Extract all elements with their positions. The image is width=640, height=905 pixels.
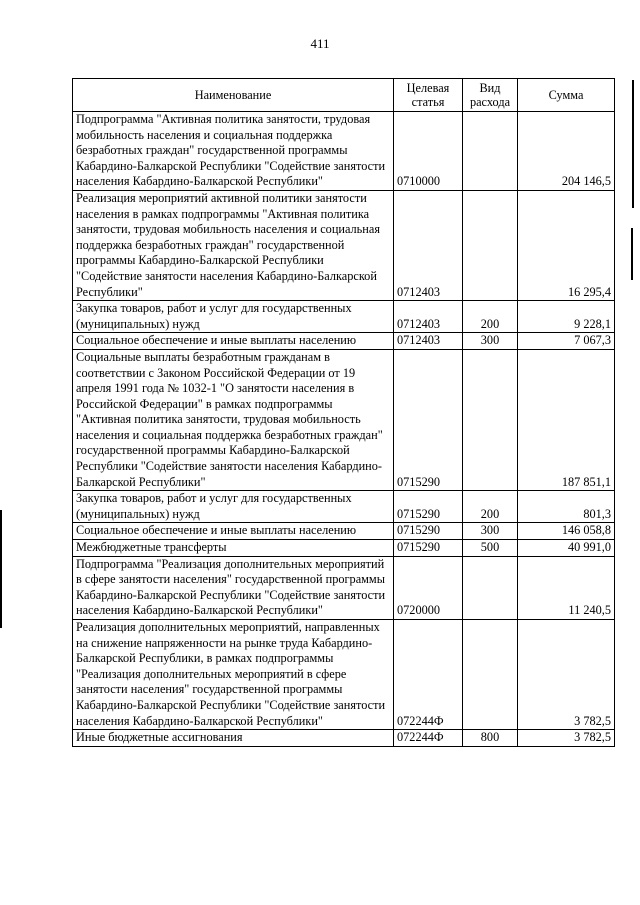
row-sum: 204 146,5: [518, 112, 615, 191]
row-sum: 187 851,1: [518, 349, 615, 490]
row-expense: 300: [463, 523, 518, 540]
row-sum: 146 058,8: [518, 523, 615, 540]
header-article: Целевая статья: [394, 79, 463, 112]
row-name: Иные бюджетные ассигнования: [73, 730, 394, 747]
row-article: 0715290: [394, 491, 463, 523]
row-expense: 300: [463, 333, 518, 350]
scan-edge-mark: [632, 80, 634, 208]
row-expense: 500: [463, 540, 518, 557]
table-row: [73, 620, 615, 730]
row-article: 0715290: [394, 349, 463, 490]
page-number: 411: [310, 36, 330, 51]
header-name: Наименование: [73, 79, 394, 112]
row-expense: [463, 556, 518, 619]
budget-table: [72, 78, 615, 747]
row-article: 0715290: [394, 540, 463, 557]
table-row: [73, 112, 615, 191]
scan-edge-mark: [631, 228, 633, 280]
row-article: 0720000: [394, 556, 463, 619]
row-expense: 200: [463, 301, 518, 333]
row-article: 0712403: [394, 301, 463, 333]
row-sum: 9 228,1: [518, 301, 615, 333]
row-name: Закупка товаров, работ и услуг для государственных (муниципальных) нужд: [73, 491, 394, 523]
row-sum: 7 067,3: [518, 333, 615, 350]
row-sum: 3 782,5: [518, 730, 615, 747]
row-expense: [463, 349, 518, 490]
header-sum: Сумма: [518, 79, 615, 112]
row-article: 0715290: [394, 523, 463, 540]
row-name: Социальное обеспечение и иные выплаты населению: [73, 333, 394, 350]
row-article: 0712403: [394, 190, 463, 300]
table-row: [73, 491, 615, 523]
row-sum: 801,3: [518, 491, 615, 523]
row-sum: 40 991,0: [518, 540, 615, 557]
row-expense: [463, 190, 518, 300]
row-name: Социальное обеспечение и иные выплаты населению: [73, 523, 394, 540]
row-name: Реализация дополнительных мероприятий, направленных на снижение напряженности на рынке труда Кабардино-Балкарской Республики, в рамках подпрограммы "Реализация дополнительных мероприятий в сфере занятости населения" государственной программы Кабардино-Балкарской Республики "Содействие занятости населения Кабардино-Балкарской Республики": [73, 620, 394, 730]
row-expense: 800: [463, 730, 518, 747]
table-row: [73, 540, 615, 557]
table-row: [73, 301, 615, 333]
row-sum: 11 240,5: [518, 556, 615, 619]
row-article: 0712403: [394, 333, 463, 350]
table-row: [73, 349, 615, 490]
row-sum: 3 782,5: [518, 620, 615, 730]
header-expense: Вид расхода: [463, 79, 518, 112]
table-row: [73, 556, 615, 619]
row-sum: 16 295,4: [518, 190, 615, 300]
table-row: [73, 333, 615, 350]
row-expense: [463, 620, 518, 730]
table-row: [73, 190, 615, 300]
row-name: Социальные выплаты безработным гражданам в соответствии с Законом Российской Федерации от 19 апреля 1991 года № 1032-1 "О занятости населения в Российской Федерации" в рамках подпрограммы "Активная политика занятости, трудовая мобильность населения и социальная поддержка безработных граждан" государственной программы Кабардино-Балкарской Республики "Содействие занятости населения Кабардино-Балкарской Республики": [73, 349, 394, 490]
row-expense: [463, 112, 518, 191]
scan-edge-mark: [0, 510, 2, 628]
row-article: 0710000: [394, 112, 463, 191]
row-name: Закупка товаров, работ и услуг для государственных (муниципальных) нужд: [73, 301, 394, 333]
table-row: [73, 523, 615, 540]
row-article: 072244Ф: [394, 620, 463, 730]
table-row: [73, 730, 615, 747]
row-name: Подпрограмма "Реализация дополнительных мероприятий в сфере занятости населения" государственной программы Кабардино-Балкарской Республики "Содействие занятости населения Кабардино-Балкарской Республики": [73, 556, 394, 619]
table-header-row: [73, 79, 615, 112]
row-article: 072244Ф: [394, 730, 463, 747]
row-name: Межбюджетные трансферты: [73, 540, 394, 557]
row-name: Реализация мероприятий активной политики занятости населения в рамках подпрограммы "Активная политика занятости, трудовая мобильность населения и социальная поддержка безработных граждан" государственной программы Кабардино-Балкарской Республики "Содействие занятости населения Кабардино-Балкарской Республики": [73, 190, 394, 300]
row-expense: 200: [463, 491, 518, 523]
row-name: Подпрограмма "Активная политика занятости, трудовая мобильность населения и социальная поддержка безработных граждан" государственной программы Кабардино-Балкарской Республики "Содействие занятости населения Кабардино-Балкарской Республики": [73, 112, 394, 191]
